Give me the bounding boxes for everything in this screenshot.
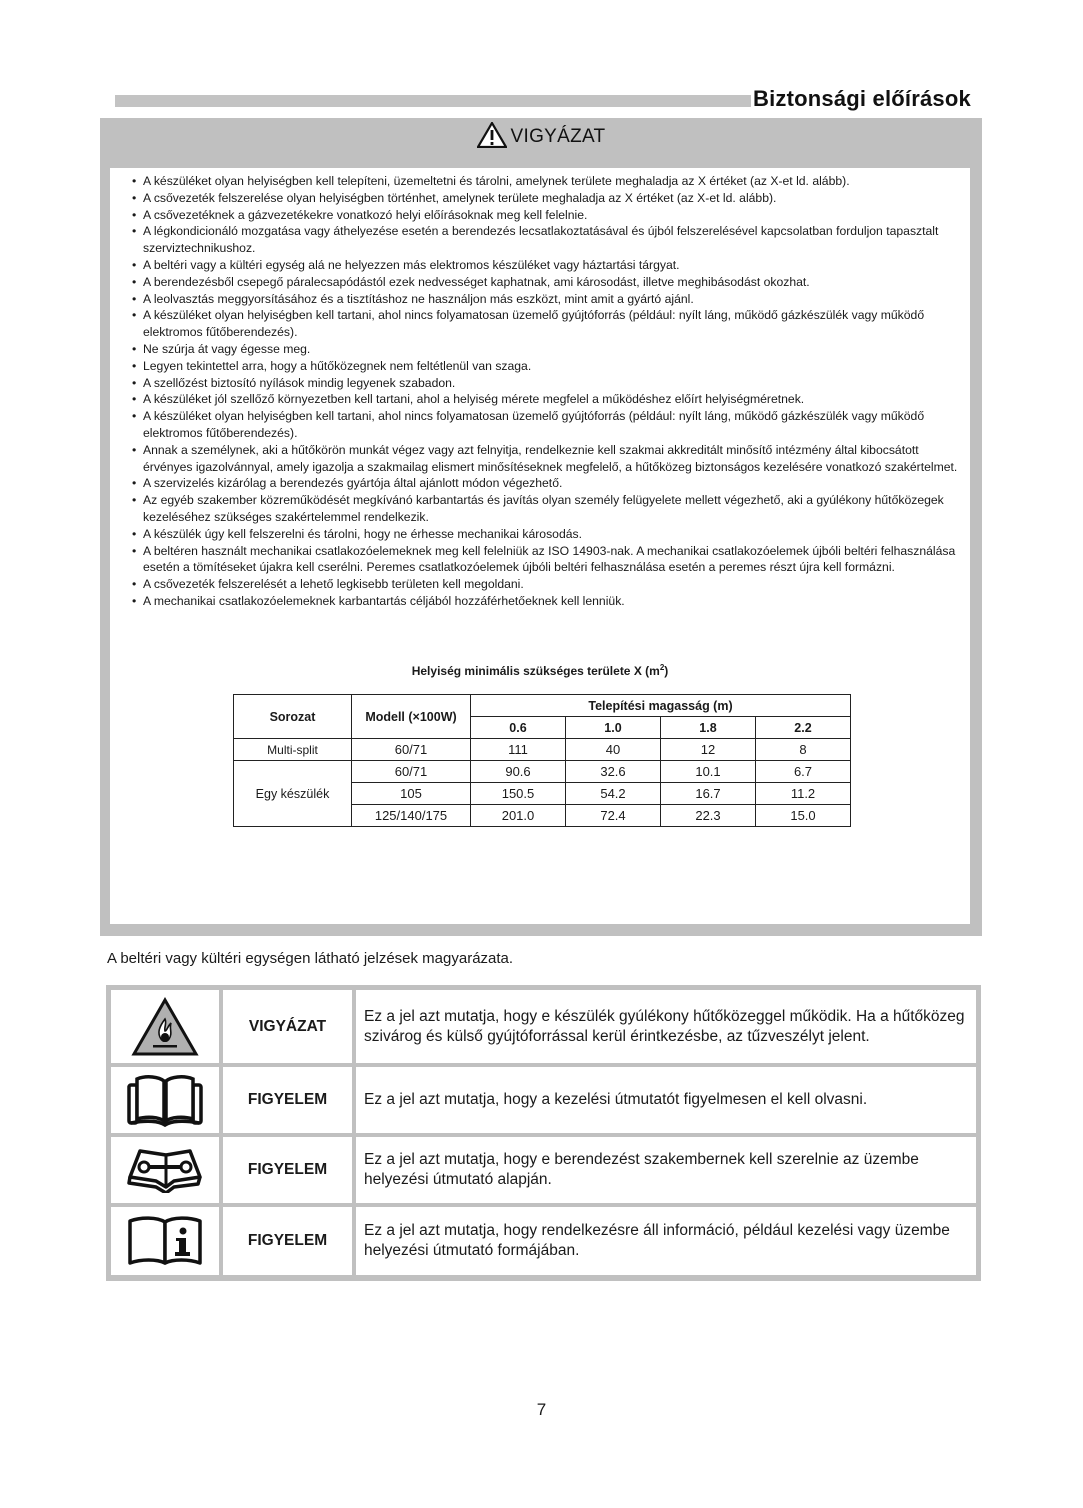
info-manual-icon bbox=[111, 1207, 219, 1275]
legend-row bbox=[111, 1137, 976, 1203]
bullet-item: • A készüléket olyan helyiségben kell tartani, ahol nincs folyamatosan üzemelő gyújtóforrás (például: nyílt láng, működő gázkészülék vagy működő elektromos fűtőberendezés). bbox=[132, 408, 962, 442]
header-height: 2.2 bbox=[756, 717, 851, 739]
cell-value: 72.4 bbox=[566, 805, 661, 827]
bullet-item: • Annak a személynek, aki a hűtőkörön munkát végez vagy azt felnyitja, rendelkeznie kell szakmai akkreditált minősítő intézmény által kibocsátott érvényes igazolvánnyal, amely igazolja a szakmailag elismert minősítéseknek megfelelő, a hűtőközeg biztonságos kezelésére vonatkozó szakértelmet. bbox=[132, 442, 962, 476]
header-height: 1.0 bbox=[566, 717, 661, 739]
cell-value: 201.0 bbox=[471, 805, 566, 827]
bullet-item: • Legyen tekintettel arra, hogy a hűtőközegnek nem feltétlenül van szaga. bbox=[132, 358, 962, 375]
cell-value: 12 bbox=[661, 739, 756, 761]
cell-model: 60/71 bbox=[352, 739, 471, 761]
min-area-table bbox=[233, 694, 851, 827]
bullet-item: • A beltéri vagy a kültéri egység alá ne helyezzen más elektromos készüléket vagy háztartási tárgyat. bbox=[132, 257, 962, 274]
cell-series: Multi-split bbox=[234, 739, 352, 761]
bullet-item: • A szervizelés kizárólag a berendezés gyártója által ajánlott módon végezhető. bbox=[132, 475, 962, 492]
caution-heading: VIGYÁZAT bbox=[510, 126, 606, 147]
table-row bbox=[234, 761, 851, 783]
header-height: 1.8 bbox=[661, 717, 756, 739]
header-height: 0.6 bbox=[471, 717, 566, 739]
cell-model: 60/71 bbox=[352, 761, 471, 783]
cell-value: 6.7 bbox=[756, 761, 851, 783]
cell-value: 90.6 bbox=[471, 761, 566, 783]
symbol-legend-table bbox=[106, 985, 981, 1281]
legend-label: FIGYELEM bbox=[223, 1207, 352, 1275]
cell-value: 22.3 bbox=[661, 805, 756, 827]
cell-value: 8 bbox=[756, 739, 851, 761]
bullet-item: • A készüléket olyan helyiségben kell tartani, ahol nincs folyamatosan üzemelő gyújtóforrás (például: nyílt láng, működő gázkészülék vagy működő elektromos fűtőberendezés). bbox=[132, 307, 962, 341]
cell-value: 16.7 bbox=[661, 783, 756, 805]
manual-book-icon bbox=[111, 1067, 219, 1133]
bullet-item: • A mechanikai csatlakozóelemeknek karbantartás céljából hozzáférhetőeknek kell lenniük. bbox=[132, 593, 962, 610]
title-decoration-bar bbox=[115, 95, 751, 107]
page-title: Biztonsági előírások bbox=[753, 86, 971, 111]
warning-triangle-icon bbox=[477, 122, 507, 153]
bullet-item: • A szellőzést biztosító nyílások mindig legyenek szabadon. bbox=[132, 375, 962, 392]
legend-label: FIGYELEM bbox=[223, 1137, 352, 1203]
bullet-item: • A csővezeték felszerelését a lehető legkisebb területen kell megoldani. bbox=[132, 576, 962, 593]
bullet-item: • A csővezeték felszerelése olyan helyiségben történhet, amelynek területe meghaladja az X értéket (az X-et ld. alább). bbox=[132, 190, 962, 207]
bullet-item: • A készüléket olyan helyiségben kell telepíteni, üzemeltetni és tárolni, amelynek területe meghaladja az X értéket (az X-et ld. alább). bbox=[132, 173, 962, 190]
legend-label: VIGYÁZAT bbox=[223, 990, 352, 1063]
service-manual-wrench-icon bbox=[111, 1137, 219, 1203]
bullet-item: • A készüléket jól szellőző környezetben kell tartani, ahol a helyiség mérete megfelel a működéshez előírt helyiségméretnek. bbox=[132, 391, 962, 408]
cell-value: 10.1 bbox=[661, 761, 756, 783]
legend-caption: A beltéri vagy kültéri egységen látható jelzések magyarázata. bbox=[107, 950, 514, 967]
legend-description: Ez a jel azt mutatja, hogy a kezelési útmutatót figyelmesen el kell olvasni. bbox=[356, 1067, 976, 1133]
bullet-item: • Az egyéb szakember közreműködését megkívánó karbantartás és javítás olyan személy felügyelete mellett végezhető, aki a gyúlékony hűtőközegek kezeléséhez szükséges szakértelemmel rendelkezik. bbox=[132, 492, 962, 526]
legend-row bbox=[111, 1207, 976, 1275]
header-height-group: Telepítési magasság (m) bbox=[471, 695, 851, 717]
legend-label: FIGYELEM bbox=[223, 1067, 352, 1133]
legend-row bbox=[111, 990, 976, 1063]
bullet-item: • A készülék úgy kell felszerelni és tárolni, hogy ne érhesse mechanikai károsodás. bbox=[132, 526, 962, 543]
flammable-warning-icon bbox=[111, 990, 219, 1063]
bullet-item: • A beltéren használt mechanikai csatlakozóelemeknek meg kell felelniük az ISO 14903-nak. A mechanikai csatlakozóelemek újbóli beltéri felhasználása esetén a tömítéseket újakra kell cserélni. Peremes csatlatkozóelemek újbóli beltéri felhasználása esetén a peremes részt újra kell formázni. bbox=[132, 543, 962, 577]
legend-description: Ez a jel azt mutatja, hogy e készülék gyúlékony hűtőközeggel működik. Ha a hűtőközeg szivárog és külső gyújtóforrással kerül érintkezésbe, az tűzveszélyt jelent. bbox=[356, 990, 976, 1063]
legend-description: Ez a jel azt mutatja, hogy rendelkezésre áll információ, például kezelési vagy üzembe helyezési útmutató formájában. bbox=[356, 1207, 976, 1275]
bullet-item: • A légkondicionáló mozgatása vagy áthelyezése esetén a berendezés lecsatlakoztatásával és újból felszerelésével kapcsolatban forduljon tapasztalt szerviztechnikushoz. bbox=[132, 223, 962, 257]
caution-header bbox=[100, 118, 982, 156]
cell-value: 11.2 bbox=[756, 783, 851, 805]
caution-content bbox=[110, 168, 970, 924]
page-number: 7 bbox=[536, 1400, 547, 1419]
cell-value: 32.6 bbox=[566, 761, 661, 783]
caution-section bbox=[100, 118, 982, 936]
header-series: Sorozat bbox=[234, 695, 352, 739]
bullet-item: • A berendezésből csepegő páralecsapódástól ezek nedvességet kaphatnak, ami károsodást, illetve meghibásodást okozhat. bbox=[132, 274, 962, 291]
bullet-item: • Ne szúrja át vagy égesse meg. bbox=[132, 341, 962, 358]
legend-description: Ez a jel azt mutatja, hogy e berendezést szakembernek kell szerelnie az üzembe helyezési útmutató alapján. bbox=[356, 1137, 976, 1203]
cell-value: 150.5 bbox=[471, 783, 566, 805]
cell-value: 54.2 bbox=[566, 783, 661, 805]
cell-value: 40 bbox=[566, 739, 661, 761]
cell-model: 105 bbox=[352, 783, 471, 805]
cell-value: 15.0 bbox=[756, 805, 851, 827]
table-row bbox=[234, 739, 851, 761]
legend-row bbox=[111, 1067, 976, 1133]
header-model: Modell (×100W) bbox=[352, 695, 471, 739]
bullet-item: • A csővezetéknek a gázvezetékekre vonatkozó helyi előírásoknak meg kell felelnie. bbox=[132, 207, 962, 224]
bullet-item: • A leolvasztás meggyorsításához és a tisztításhoz ne használjon más eszközt, mint amit a gyártó ajánl. bbox=[132, 291, 962, 308]
cell-series: Egy készülék bbox=[234, 761, 352, 827]
cell-model: 125/140/175 bbox=[352, 805, 471, 827]
caution-bullet-list bbox=[132, 173, 962, 610]
area-table-title: Helyiség minimális szükséges területe X $(m^2)$ bbox=[411, 663, 669, 678]
cell-value: 111 bbox=[471, 739, 566, 761]
